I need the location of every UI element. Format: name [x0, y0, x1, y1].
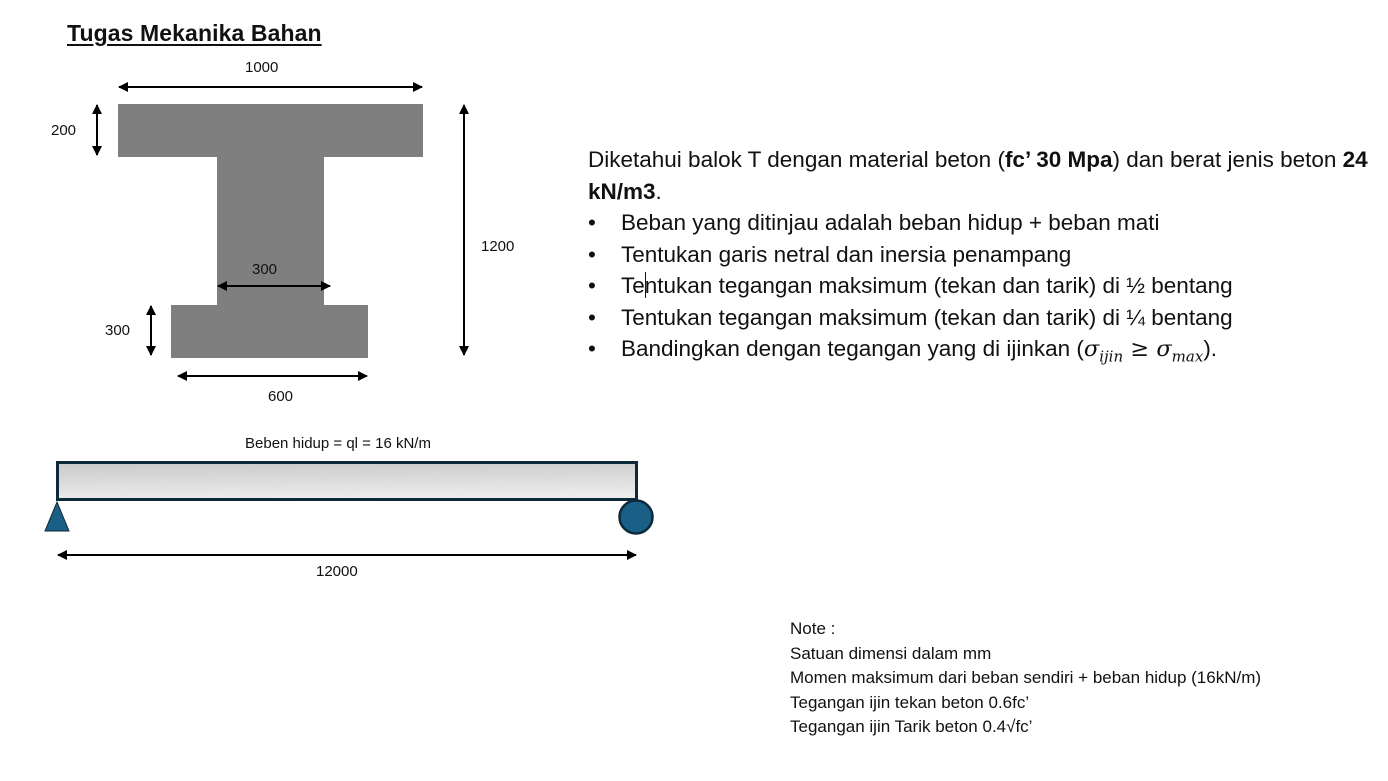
dim-label-bottom-thickness: 300: [105, 322, 131, 339]
load-label: Beben hidup = ql = 16 kN/m: [245, 435, 431, 452]
stress-formula: $\sigma_{ijin} \ge \sigma_{max}$: [1083, 336, 1204, 366]
task-list: [588, 207, 1378, 373]
pin-support-icon: [45, 502, 69, 531]
dim-label-top-width: 1000: [245, 59, 279, 76]
roller-support-icon: [620, 501, 653, 534]
note-line: Tegangan ijin Tarik beton 0.4√fc’: [790, 717, 1033, 736]
bullet-icon: •: [588, 336, 596, 361]
web: [217, 156, 324, 306]
dim-label-top-thickness: 200: [51, 122, 77, 139]
bullet-icon: •: [588, 273, 596, 298]
top-flange: [118, 104, 423, 157]
note-line: Momen maksimum dari beban sendiri + beban hidup (16kN/m): [790, 668, 1262, 687]
task-item: • Tentukan garis netral dan inersia penampang: [588, 239, 1378, 271]
task-item[interactable]: • Tentukan tegangan maksimum (tekan dan tarik) di ½ bentang: [588, 270, 1378, 302]
bottom-flange: [171, 305, 368, 358]
concrete-unit-weight: 24 kN/m3: [588, 147, 1368, 204]
task-item: • Bandingkan dengan tegangan yang di ijinkan $(\sigma_{ijin} \ge \sigma_{max})$.: [588, 333, 1378, 373]
bullet-icon: •: [588, 304, 596, 330]
bullet-icon: •: [588, 210, 596, 235]
concrete-strength: fc’ 30 Mpa: [1004, 147, 1113, 172]
intro-paragraph: Diketahui balok T dengan material beton (fc’ 30 Mpa) dan berat jenis beton 24 kN/m3.: [588, 147, 1368, 204]
problem-description: [588, 144, 1378, 373]
note-line: Tegangan ijin tekan beton 0.6fc’: [790, 692, 1030, 712]
beam-body: [58, 463, 637, 500]
t-beam-cross-section: [118, 104, 423, 358]
dim-label-total-height: 1200: [481, 238, 515, 255]
note-line: Satuan dimensi dalam mm: [790, 643, 992, 663]
document-title: Tugas Mekanika Bahan: [67, 20, 322, 46]
dim-label-web-width: 300: [252, 261, 278, 278]
dim-label-bottom-width: 600: [268, 388, 294, 405]
bullet-icon: •: [588, 241, 596, 267]
notes-block: [790, 617, 1261, 740]
notes-heading: Note :: [790, 619, 836, 638]
span-label: 12000: [316, 563, 358, 580]
task-item: • Beban yang ditinjau adalah beban hidup + beban mati: [588, 207, 1378, 239]
task-item: • Tentukan tegangan maksimum (tekan dan tarik) di ¼ bentang: [588, 302, 1378, 334]
